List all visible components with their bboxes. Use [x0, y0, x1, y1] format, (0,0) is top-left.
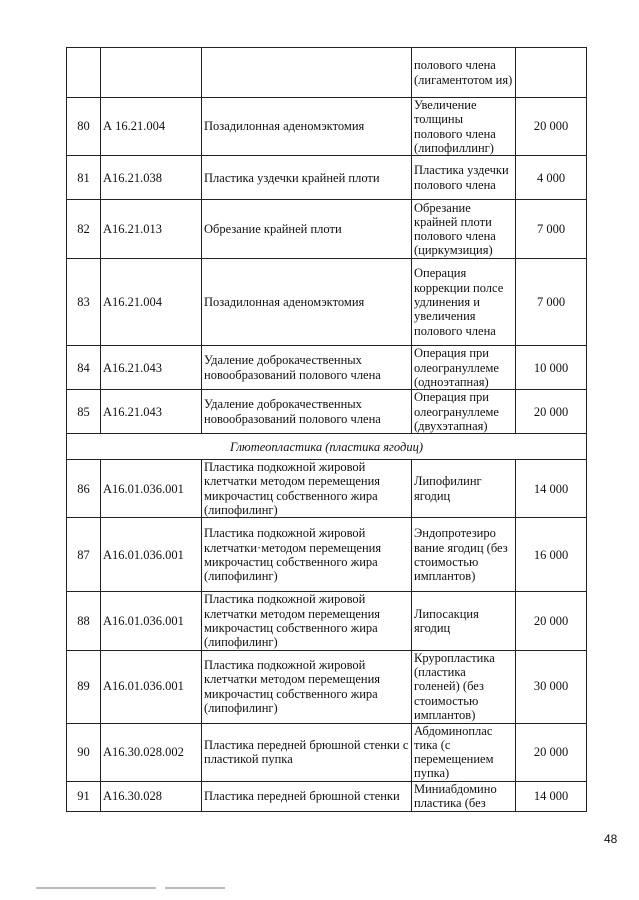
row-number-cell: 89 — [67, 650, 101, 723]
price-cell: 7 000 — [516, 259, 587, 346]
row-number-cell: 87 — [67, 518, 101, 592]
price-cell: 16 000 — [516, 518, 587, 592]
name-cell: Пластика подкожной жировой клетчатки·методом перемещения микрочастиц собственного жира (липофилинг) — [202, 518, 412, 592]
code-cell: A16.30.028 — [101, 781, 202, 811]
price-cell: 30 000 — [516, 650, 587, 723]
section-header-row — [67, 434, 587, 460]
table-row — [67, 259, 587, 346]
row-number-cell: 81 — [67, 156, 101, 200]
row-number-cell: 88 — [67, 592, 101, 650]
table-row — [67, 650, 587, 723]
price-cell: 7 000 — [516, 200, 587, 259]
price-cell: 10 000 — [516, 346, 587, 390]
name-cell: Обрезание крайней плоти — [202, 200, 412, 259]
price-cell: 20 000 — [516, 592, 587, 650]
table-row — [67, 460, 587, 518]
code-cell: A16.21.038 — [101, 156, 202, 200]
scan-edge-line — [165, 887, 225, 889]
price-cell: 4 000 — [516, 156, 587, 200]
scan-edge-line — [36, 887, 156, 889]
table-row — [67, 781, 587, 811]
code-cell: A16.21.043 — [101, 390, 202, 434]
service-cell: Миниабдомино пластика (без — [412, 781, 516, 811]
name-cell — [202, 48, 412, 98]
name-cell: Удаление доброкачественных новообразований полового члена — [202, 346, 412, 390]
name-cell: Пластика уздечки крайней плоти — [202, 156, 412, 200]
code-cell — [101, 48, 202, 98]
row-number-cell: 91 — [67, 781, 101, 811]
service-cell: Круропластика (пластика голеней) (без стоимостью имплантов) — [412, 650, 516, 723]
price-cell: 20 000 — [516, 723, 587, 781]
price-list-body — [67, 48, 587, 812]
name-cell: Позадилонная аденомэктомия — [202, 259, 412, 346]
table-row — [67, 723, 587, 781]
code-cell: A16.01.036.001 — [101, 650, 202, 723]
service-cell: полового члена (лигаментотом ия) — [412, 48, 516, 98]
code-cell: A16.21.013 — [101, 200, 202, 259]
name-cell: Пластика подкожной жировой клетчатки методом перемещения микрочастиц собственного жира (липофилинг) — [202, 650, 412, 723]
row-number-cell: 82 — [67, 200, 101, 259]
table-row — [67, 592, 587, 650]
table-row — [67, 346, 587, 390]
service-cell: Пластика уздечки полового члена — [412, 156, 516, 200]
code-cell: A16.21.004 — [101, 259, 202, 346]
row-number-cell: 84 — [67, 346, 101, 390]
table-row — [67, 98, 587, 156]
code-cell: А 16.21.004 — [101, 98, 202, 156]
name-cell: Пластика подкожной жировой клетчатки методом перемещения микрочастиц собственного жира (липофилинг) — [202, 460, 412, 518]
service-cell: Операция при олеогрануллеме (одноэтапная) — [412, 346, 516, 390]
price-list-table — [66, 47, 587, 812]
code-cell: A16.01.036.001 — [101, 592, 202, 650]
page-number: 48 — [604, 832, 618, 846]
service-cell: Увеличение толщины полового члена (липофиллинг) — [412, 98, 516, 156]
price-cell: 14 000 — [516, 781, 587, 811]
row-number-cell: 80 — [67, 98, 101, 156]
price-cell — [516, 48, 587, 98]
code-cell: A16.21.043 — [101, 346, 202, 390]
code-cell: A16.01.036.001 — [101, 518, 202, 592]
service-cell: Абдоминоплас тика (с перемещением пупка) — [412, 723, 516, 781]
service-cell: Операция при олеогрануллеме (двухэтапная) — [412, 390, 516, 434]
name-cell: Удаление доброкачественных новообразований полового члена — [202, 390, 412, 434]
row-number-cell — [67, 48, 101, 98]
name-cell: Пластика передней брюшной стенки с пластикой пупка — [202, 723, 412, 781]
service-cell: Операция коррекции полсе удлинения и увеличения полового члена — [412, 259, 516, 346]
price-cell: 20 000 — [516, 98, 587, 156]
section-title: Глютеопластика (пластика ягодиц) — [67, 434, 587, 460]
price-cell: 14 000 — [516, 460, 587, 518]
name-cell: Пластика подкожной жировой клетчатки методом перемещения микрочастиц собственного жира (липофилинг) — [202, 592, 412, 650]
name-cell: Позадилонная аденомэктомия — [202, 98, 412, 156]
row-number-cell: 90 — [67, 723, 101, 781]
name-cell: Пластика передней брюшной стенки — [202, 781, 412, 811]
row-number-cell: 86 — [67, 460, 101, 518]
code-cell: A16.01.036.001 — [101, 460, 202, 518]
service-cell: Липофилинг ягодиц — [412, 460, 516, 518]
service-cell: Эндопротезиро вание ягодиц (без стоимостью имплантов) — [412, 518, 516, 592]
price-cell: 20 000 — [516, 390, 587, 434]
service-cell: Липосакция ягодиц — [412, 592, 516, 650]
table-row — [67, 156, 587, 200]
row-number-cell: 85 — [67, 390, 101, 434]
table-row — [67, 200, 587, 259]
code-cell: A16.30.028.002 — [101, 723, 202, 781]
service-cell: Обрезание крайней плоти полового члена (циркумзиция) — [412, 200, 516, 259]
row-number-cell: 83 — [67, 259, 101, 346]
table-row — [67, 390, 587, 434]
table-row — [67, 518, 587, 592]
table-row-carry-over — [67, 48, 587, 98]
